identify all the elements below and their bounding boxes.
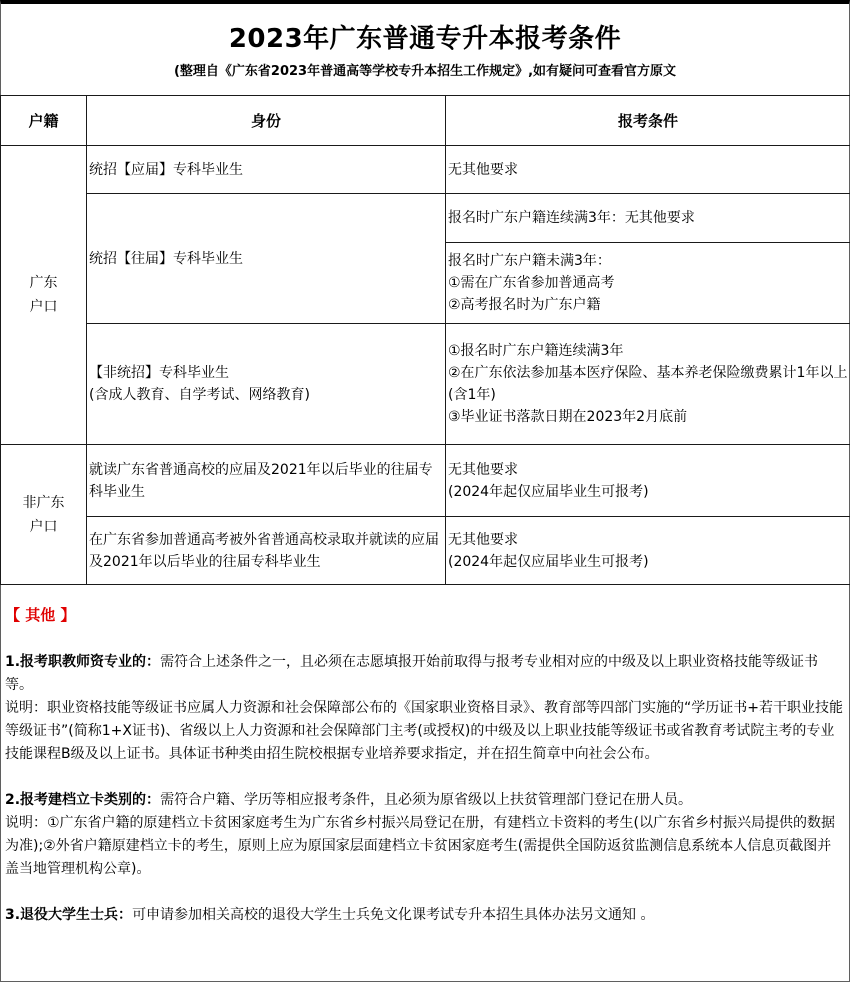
condition-cell: [446, 445, 850, 517]
identity-text: 统招【应届】专科毕业生: [89, 161, 243, 178]
identity-cell: [87, 445, 446, 517]
header-identity: 身份: [87, 96, 446, 146]
other-heading: 【 其他 】: [5, 606, 76, 624]
huji-non-guangdong-label: 非广东 户口: [22, 494, 65, 535]
table-row: [1, 445, 850, 517]
identity-cell: [87, 324, 446, 445]
huji-non-guangdong: [1, 445, 87, 585]
huji-guangdong: [1, 146, 87, 445]
condition-cell: [446, 324, 850, 445]
other-item-main: [5, 904, 845, 927]
other-item-text: 需符合户籍、学历等相应报考条件，且必须为原省级以上扶贫管理部门登记在册人员。: [160, 792, 693, 808]
condition-cell: [446, 517, 850, 585]
other-item-note: 说明：职业资格技能等级证书应属人力资源和社会保障部公布的《国家职业资格目录》、教育部等四部门实施的“学历证书+若干职业技能等级证书”(简称1+X证书)、省级以上人力资源和社会保障部门主考(或授权)的中级及以上职业技能等级证书或省教育考试院主考的专业技能课程B级及以上证书。具体证书种类由招生院校根据专业培养要求指定，并在招生简章中向社会公布。: [5, 700, 843, 762]
header-conditions: 报考条件: [446, 96, 850, 146]
identity-cell: [87, 517, 446, 585]
other-section: [5, 604, 845, 950]
condition-cell: [446, 194, 850, 243]
condition-text: 无其他要求 (2024年起仅应届毕业生可报考): [448, 461, 649, 500]
condition-text: ①报名时广东户籍连续满3年 ②在广东依法参加基本医疗保险、基本养老保险缴费累计1年以上(含1年) ③毕业证书落款日期在2023年2月底前: [448, 343, 848, 425]
condition-text: 报名时广东户籍连续满3年：无其他要求: [448, 210, 695, 226]
identity-text: 在广东省参加普通高考被外省普通高校录取并就读的应届及2021年以后毕业的往届专科毕业生: [89, 531, 439, 570]
table-row: [1, 194, 850, 243]
identity-text: 【非统招】专科毕业生 (含成人教育、自学考试、网络教育): [89, 365, 310, 403]
other-item: [5, 904, 845, 927]
other-item-main: [5, 651, 845, 697]
header-huji: 户籍: [1, 96, 87, 146]
identity-cell: [87, 146, 446, 194]
other-item: [5, 651, 845, 766]
table-row: [1, 517, 850, 585]
huji-guangdong-label: 广东 户口: [29, 275, 58, 315]
other-item-note: 说明：①广东省户籍的原建档立卡贫困家庭考生为广东省乡村振兴局登记在册，有建档立卡资料的考生(以广东省乡村振兴局提供的数据为准);②外省户籍原建档立卡的考生，原则上应为原国家层面建档立卡贫困家庭考生(需提供全国防返贫监测信息系统本人信息页截图并盖当地管理机构公章)。: [5, 815, 836, 877]
table-row: [1, 324, 850, 445]
table-row: [1, 146, 850, 194]
page-subtitle: (整理自《广东省2023年普通高等学校专升本招生工作规定》,如有疑问可查看官方原文: [173, 64, 677, 79]
other-item-label: 3.退役大学生士兵：: [5, 907, 133, 923]
condition-text: 无其他要求: [448, 161, 518, 178]
other-item-main: [5, 789, 845, 812]
conditions-table: [0, 95, 850, 585]
identity-cell: [87, 194, 446, 324]
condition-cell: [446, 146, 850, 194]
other-item-text: 可申请参加相关高校的退役大学生士兵免文化课考试专升本招生具体办法另文通知 。: [132, 907, 655, 923]
other-item-text: 需符合上述条件之一，且必须在志愿填报开始前取得与报考专业相对应的中级及以上职业资格技能等级证书等。: [5, 654, 819, 693]
condition-cell: [446, 243, 850, 324]
other-item-label: 1.报考职教师资专业的：: [5, 654, 161, 670]
other-item-label: 2.报考建档立卡类别的：: [5, 792, 161, 808]
identity-text: 统招【往届】专科毕业生: [89, 250, 243, 267]
page-title: 2023年广东普通专升本报考条件: [228, 24, 622, 54]
condition-text: 无其他要求 (2024年起仅应届毕业生可报考): [448, 531, 649, 570]
condition-text: 报名时广东户籍未满3年： ①需在广东省参加普通高考 ②高考报名时为广东户籍: [448, 253, 615, 313]
identity-text: 就读广东省普通高校的应届及2021年以后毕业的往届专科毕业生: [89, 461, 433, 500]
table-header-row: [1, 96, 850, 146]
other-item: [5, 789, 845, 881]
